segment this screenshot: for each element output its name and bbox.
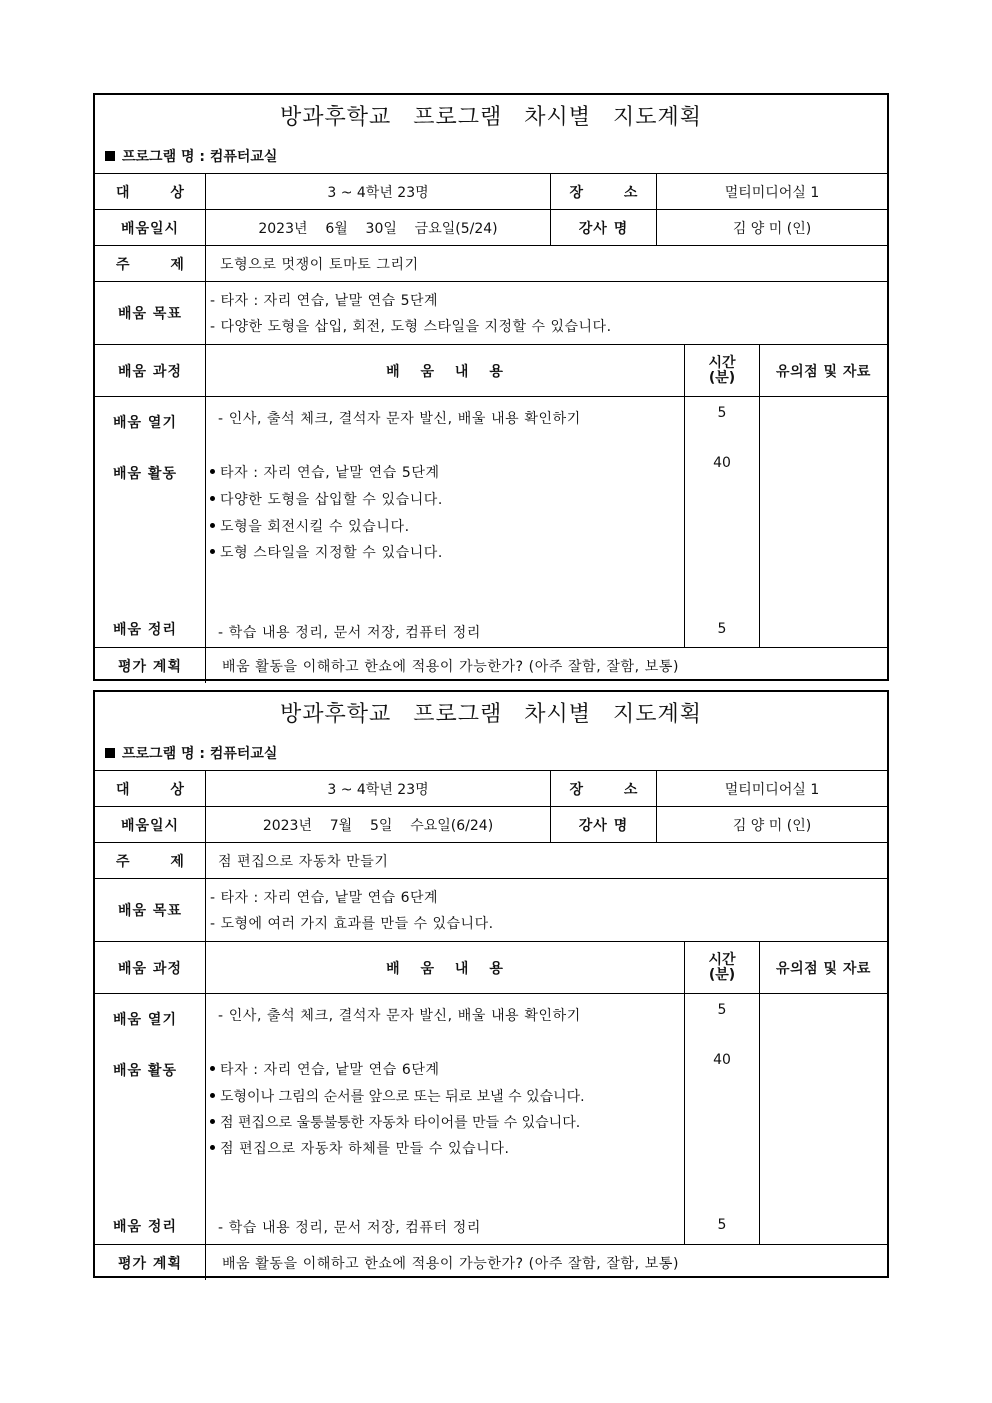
goal-label: 배움 목표 bbox=[95, 282, 206, 344]
process-body-row bbox=[95, 397, 887, 648]
lesson-plan-2 bbox=[93, 690, 889, 1278]
process-label: 배움 과정 bbox=[95, 942, 206, 993]
date-value: 2023년 7월 5일 수요일(6/24) bbox=[206, 807, 551, 842]
activity-item bbox=[210, 542, 443, 562]
place-value: 멀티미디어실 1 bbox=[724, 184, 820, 201]
time-label-line1: 시간 bbox=[708, 354, 736, 371]
notes-label: 유의점 및 자료 bbox=[776, 363, 871, 380]
square-bullet-icon bbox=[105, 748, 115, 758]
activity-time: 40 bbox=[713, 455, 731, 471]
eval-value: 배움 활동을 이해하고 한쇼에 적용이 가능한가? (아주 잘함, 잘함, 보통) bbox=[222, 1255, 680, 1272]
teacher-label: 강사 명 bbox=[551, 210, 657, 245]
goal-row bbox=[95, 879, 887, 942]
place-label: 장 소 bbox=[551, 174, 657, 209]
close-time: 5 bbox=[717, 621, 727, 637]
topic-row bbox=[95, 246, 887, 282]
content-label: 배 움 내 용 bbox=[206, 345, 685, 396]
goal-item: - 타자 : 자리 연습, 낱말 연습 6단계 bbox=[210, 890, 439, 906]
activity-item-text: 타자 : 자리 연습, 낱말 연습 5단계 bbox=[220, 465, 440, 481]
goal-item: - 다양한 도형을 삽입, 회전, 도형 스타일을 지정할 수 있습니다. bbox=[210, 319, 612, 335]
stage-activity: 배움 활동 bbox=[113, 1063, 177, 1079]
goal-list bbox=[206, 879, 887, 941]
date-row bbox=[95, 210, 887, 246]
activity-item bbox=[210, 489, 443, 509]
teacher-value: 김 양 미 (인) bbox=[732, 220, 812, 237]
program-name bbox=[105, 743, 277, 763]
activity-item-text: 다양한 도형을 삽입할 수 있습니다. bbox=[220, 492, 443, 508]
activity-item bbox=[210, 462, 440, 482]
target-row bbox=[95, 174, 887, 210]
activity-item bbox=[210, 516, 410, 536]
close-content: - 학습 내용 정리, 문서 저장, 컴퓨터 정리 bbox=[218, 1220, 481, 1236]
date-label: 배움일시 bbox=[95, 210, 206, 245]
process-header-row bbox=[95, 942, 887, 994]
open-time: 5 bbox=[717, 1002, 727, 1018]
teacher-value: 김 양 미 (인) bbox=[732, 817, 812, 834]
open-content: - 인사, 출석 체크, 결석자 문자 발신, 배울 내용 확인하기 bbox=[218, 411, 581, 427]
bullet-icon bbox=[210, 496, 215, 501]
activity-item bbox=[210, 1059, 440, 1079]
place-value: 멀티미디어실 1 bbox=[724, 781, 820, 798]
target-row bbox=[95, 771, 887, 807]
goal-item: - 도형에 여러 가지 효과를 만들 수 있습니다. bbox=[210, 916, 494, 932]
target-label: 대 상 bbox=[95, 771, 206, 806]
date-row bbox=[95, 807, 887, 843]
time-label-line1: 시간 bbox=[708, 951, 736, 968]
stage-open: 배움 열기 bbox=[113, 415, 177, 431]
goal-item: - 타자 : 자리 연습, 낱말 연습 5단계 bbox=[210, 293, 439, 309]
activity-item bbox=[210, 1138, 510, 1158]
program-name bbox=[105, 146, 277, 166]
bullet-icon bbox=[210, 1119, 215, 1124]
topic-row bbox=[95, 843, 887, 879]
eval-value: 배움 활동을 이해하고 한쇼에 적용이 가능한가? (아주 잘함, 잘함, 보통) bbox=[222, 658, 680, 675]
bullet-icon bbox=[210, 469, 215, 474]
time-label bbox=[685, 942, 760, 993]
time-label bbox=[685, 345, 760, 396]
stage-close: 배움 정리 bbox=[113, 1219, 177, 1235]
activity-item-text: 도형을 회전시킬 수 있습니다. bbox=[220, 519, 410, 535]
bullet-icon bbox=[210, 1093, 215, 1098]
eval-row bbox=[95, 1245, 887, 1280]
bullet-icon bbox=[210, 1066, 215, 1071]
program-name-text: 프로그램 명 : 컴퓨터교실 bbox=[122, 149, 278, 165]
plan-header bbox=[95, 95, 887, 174]
goal-label: 배움 목표 bbox=[95, 879, 206, 941]
date-value: 2023년 6월 30일 금요일(5/24) bbox=[206, 210, 551, 245]
stage-close: 배움 정리 bbox=[113, 622, 177, 638]
place-label: 장 소 bbox=[551, 771, 657, 806]
notes-column bbox=[760, 397, 887, 647]
goal-row bbox=[95, 282, 887, 345]
eval-label: 평가 계획 bbox=[95, 648, 206, 683]
eval-label: 평가 계획 bbox=[95, 1245, 206, 1280]
activity-time: 40 bbox=[713, 1052, 731, 1068]
topic-value: 도형으로 멋쟁이 토마토 그리기 bbox=[220, 256, 419, 273]
content-column bbox=[206, 994, 685, 1244]
time-label-line2: (분) bbox=[708, 369, 736, 386]
close-content: - 학습 내용 정리, 문서 저장, 컴퓨터 정리 bbox=[218, 625, 481, 641]
activity-item-text: 점 편집으로 자동차 하체를 만들 수 있습니다. bbox=[220, 1141, 510, 1157]
eval-row bbox=[95, 648, 887, 683]
stage-open: 배움 열기 bbox=[113, 1012, 177, 1028]
plan-header bbox=[95, 692, 887, 771]
target-value: 3 ~ 4학년 23명 bbox=[206, 771, 551, 806]
process-body-row bbox=[95, 994, 887, 1245]
target-value: 3 ~ 4학년 23명 bbox=[206, 174, 551, 209]
lesson-plan-1 bbox=[93, 93, 889, 681]
teacher-label: 강사 명 bbox=[551, 807, 657, 842]
stage-column bbox=[95, 994, 206, 1244]
date-label: 배움일시 bbox=[95, 807, 206, 842]
time-column bbox=[685, 397, 760, 647]
notes-label: 유의점 및 자료 bbox=[776, 960, 871, 977]
process-header-row bbox=[95, 345, 887, 397]
time-label-line2: (분) bbox=[708, 966, 736, 983]
open-time: 5 bbox=[717, 405, 727, 421]
goal-list bbox=[206, 282, 887, 344]
plan-title: 방과후학교 프로그램 차시별 지도계획 bbox=[279, 105, 702, 130]
program-name-text: 프로그램 명 : 컴퓨터교실 bbox=[122, 746, 278, 762]
bullet-icon bbox=[210, 523, 215, 528]
content-label: 배 움 내 용 bbox=[206, 942, 685, 993]
activity-item-text: 도형이나 그림의 순서를 앞으로 또는 뒤로 보낼 수 있습니다. bbox=[220, 1089, 585, 1105]
process-label: 배움 과정 bbox=[95, 345, 206, 396]
topic-label: 주 제 bbox=[95, 246, 206, 281]
stage-column bbox=[95, 397, 206, 647]
close-time: 5 bbox=[717, 1217, 727, 1233]
target-label: 대 상 bbox=[95, 174, 206, 209]
time-column bbox=[685, 994, 760, 1244]
activity-item-text: 타자 : 자리 연습, 낱말 연습 6단계 bbox=[220, 1062, 440, 1078]
topic-value: 점 편집으로 자동차 만들기 bbox=[218, 853, 389, 870]
square-bullet-icon bbox=[105, 151, 115, 161]
plan-title: 방과후학교 프로그램 차시별 지도계획 bbox=[279, 702, 702, 727]
notes-column bbox=[760, 994, 887, 1244]
activity-item bbox=[210, 1112, 580, 1132]
activity-item bbox=[210, 1086, 585, 1106]
open-content: - 인사, 출석 체크, 결석자 문자 발신, 배울 내용 확인하기 bbox=[218, 1008, 581, 1024]
activity-item-text: 점 편집으로 울퉁불퉁한 자동차 타이어를 만들 수 있습니다. bbox=[220, 1115, 581, 1131]
activity-item-text: 도형 스타일을 지정할 수 있습니다. bbox=[220, 545, 443, 561]
bullet-icon bbox=[210, 1145, 215, 1150]
bullet-icon bbox=[210, 549, 215, 554]
stage-activity: 배움 활동 bbox=[113, 466, 177, 482]
topic-label: 주 제 bbox=[95, 843, 206, 878]
content-column bbox=[206, 397, 685, 647]
